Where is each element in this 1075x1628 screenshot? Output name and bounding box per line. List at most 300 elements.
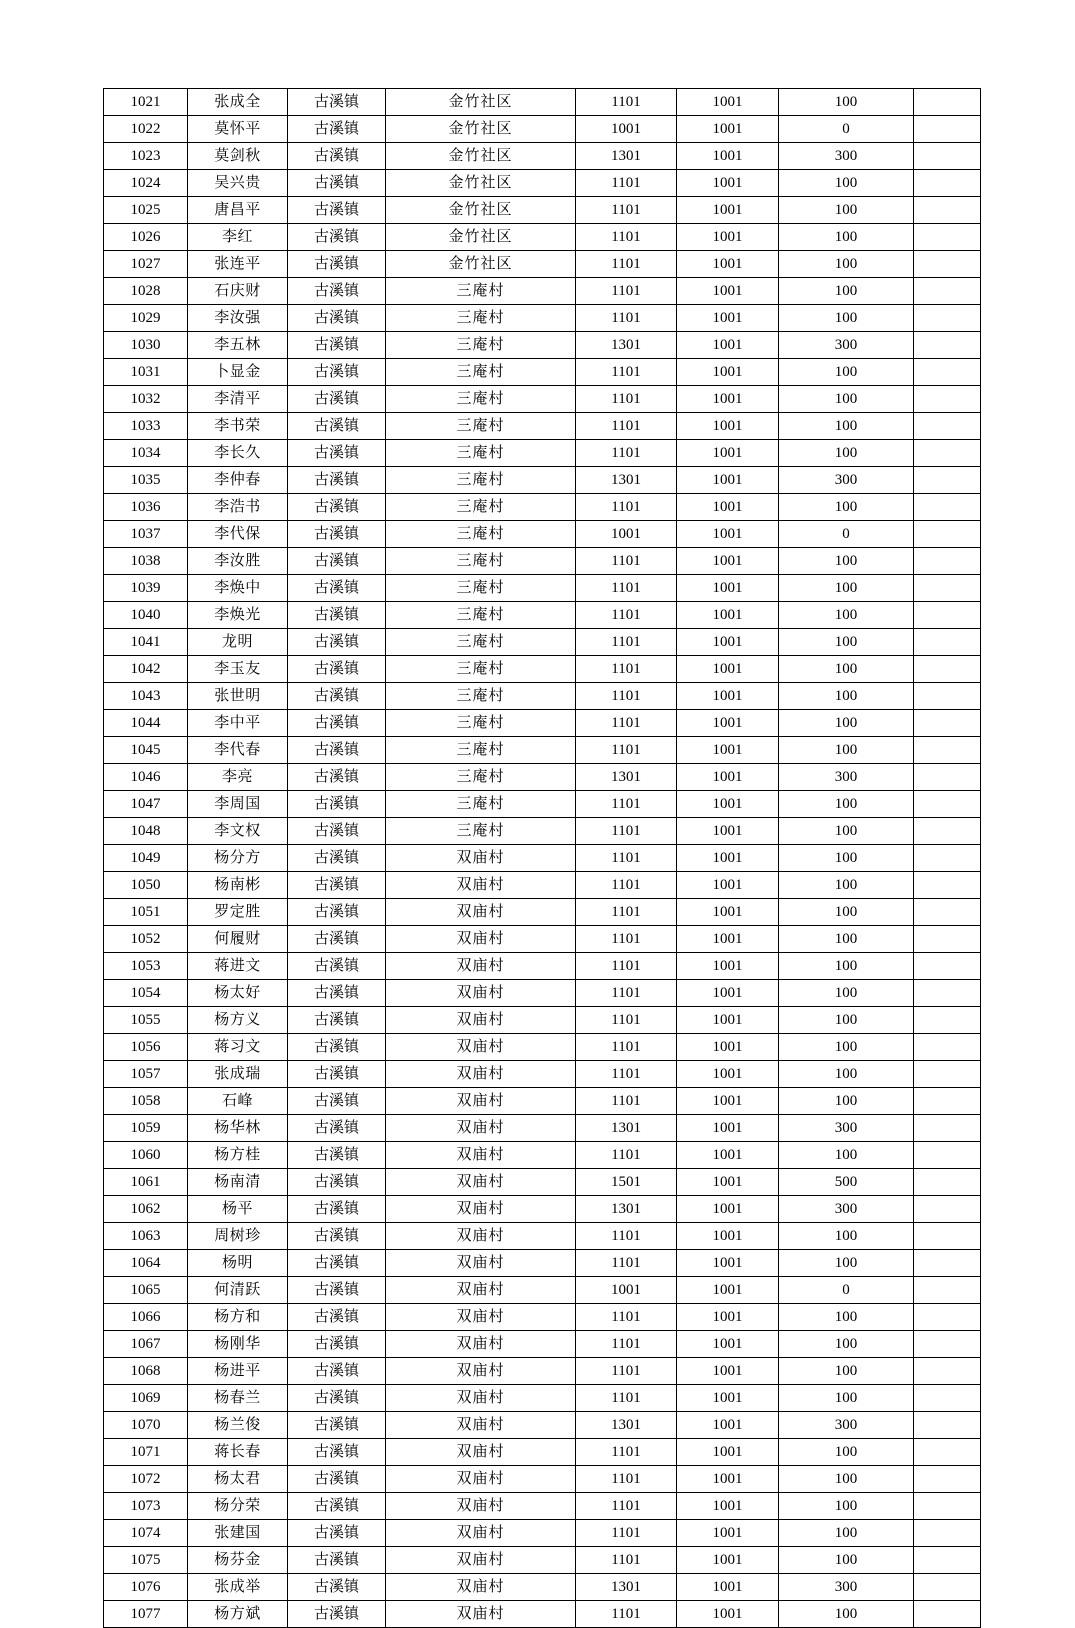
cell-village: 双庙村 bbox=[386, 1412, 576, 1439]
cell-village: 双庙村 bbox=[386, 1142, 576, 1169]
cell-code-1: 1101 bbox=[576, 980, 677, 1007]
cell-village: 三庵村 bbox=[386, 710, 576, 737]
cell-code-2: 1001 bbox=[677, 629, 779, 656]
cell-village: 双庙村 bbox=[386, 1331, 576, 1358]
cell-id: 1049 bbox=[104, 845, 188, 872]
table-row bbox=[104, 1034, 981, 1061]
cell-id: 1031 bbox=[104, 359, 188, 386]
cell-town: 古溪镇 bbox=[288, 1331, 386, 1358]
cell-code-2: 1001 bbox=[677, 1358, 779, 1385]
cell-name: 李红 bbox=[188, 224, 288, 251]
cell-code-2: 1001 bbox=[677, 1520, 779, 1547]
cell-remark bbox=[914, 1331, 981, 1358]
cell-id: 1036 bbox=[104, 494, 188, 521]
cell-id: 1043 bbox=[104, 683, 188, 710]
table-row bbox=[104, 521, 981, 548]
cell-name: 杨春兰 bbox=[188, 1385, 288, 1412]
cell-id: 1071 bbox=[104, 1439, 188, 1466]
cell-code-1: 1101 bbox=[576, 656, 677, 683]
cell-remark bbox=[914, 1601, 981, 1628]
cell-code-2: 1001 bbox=[677, 440, 779, 467]
cell-remark bbox=[914, 764, 981, 791]
cell-remark bbox=[914, 1196, 981, 1223]
cell-code-1: 1101 bbox=[576, 1439, 677, 1466]
cell-town: 古溪镇 bbox=[288, 89, 386, 116]
cell-village: 金竹社区 bbox=[386, 89, 576, 116]
cell-village: 三庵村 bbox=[386, 575, 576, 602]
cell-village: 三庵村 bbox=[386, 683, 576, 710]
cell-village: 三庵村 bbox=[386, 278, 576, 305]
table-row bbox=[104, 440, 981, 467]
cell-remark bbox=[914, 467, 981, 494]
cell-code-2: 1001 bbox=[677, 1601, 779, 1628]
cell-amount: 100 bbox=[779, 251, 914, 278]
cell-id: 1038 bbox=[104, 548, 188, 575]
table-row bbox=[104, 656, 981, 683]
cell-village: 三庵村 bbox=[386, 548, 576, 575]
cell-remark bbox=[914, 575, 981, 602]
cell-town: 古溪镇 bbox=[288, 1007, 386, 1034]
cell-name: 莫怀平 bbox=[188, 116, 288, 143]
cell-code-1: 1101 bbox=[576, 440, 677, 467]
cell-amount: 100 bbox=[779, 1601, 914, 1628]
cell-remark bbox=[914, 1439, 981, 1466]
cell-amount: 100 bbox=[779, 1034, 914, 1061]
cell-village: 双庙村 bbox=[386, 926, 576, 953]
cell-id: 1062 bbox=[104, 1196, 188, 1223]
cell-name: 杨分荣 bbox=[188, 1493, 288, 1520]
cell-village: 双庙村 bbox=[386, 1088, 576, 1115]
cell-village: 三庵村 bbox=[386, 305, 576, 332]
cell-town: 古溪镇 bbox=[288, 1547, 386, 1574]
cell-code-2: 1001 bbox=[677, 197, 779, 224]
cell-town: 古溪镇 bbox=[288, 197, 386, 224]
table-row bbox=[104, 1088, 981, 1115]
cell-id: 1063 bbox=[104, 1223, 188, 1250]
cell-id: 1053 bbox=[104, 953, 188, 980]
cell-town: 古溪镇 bbox=[288, 845, 386, 872]
cell-amount: 100 bbox=[779, 602, 914, 629]
cell-code-1: 1101 bbox=[576, 305, 677, 332]
cell-name: 李玉友 bbox=[188, 656, 288, 683]
cell-name: 李书荣 bbox=[188, 413, 288, 440]
cell-town: 古溪镇 bbox=[288, 1574, 386, 1601]
cell-code-2: 1001 bbox=[677, 1196, 779, 1223]
cell-amount: 100 bbox=[779, 1385, 914, 1412]
cell-amount: 100 bbox=[779, 224, 914, 251]
cell-id: 1066 bbox=[104, 1304, 188, 1331]
cell-id: 1077 bbox=[104, 1601, 188, 1628]
cell-code-1: 1101 bbox=[576, 1061, 677, 1088]
table-row bbox=[104, 467, 981, 494]
cell-name: 杨方义 bbox=[188, 1007, 288, 1034]
cell-town: 古溪镇 bbox=[288, 170, 386, 197]
cell-code-2: 1001 bbox=[677, 1385, 779, 1412]
cell-id: 1047 bbox=[104, 791, 188, 818]
cell-code-2: 1001 bbox=[677, 764, 779, 791]
cell-name: 李汝胜 bbox=[188, 548, 288, 575]
cell-code-2: 1001 bbox=[677, 1223, 779, 1250]
cell-code-1: 1301 bbox=[576, 1412, 677, 1439]
cell-remark bbox=[914, 1493, 981, 1520]
cell-name: 张连平 bbox=[188, 251, 288, 278]
cell-remark bbox=[914, 602, 981, 629]
cell-amount: 100 bbox=[779, 926, 914, 953]
cell-code-2: 1001 bbox=[677, 548, 779, 575]
cell-village: 双庙村 bbox=[386, 1115, 576, 1142]
cell-code-2: 1001 bbox=[677, 1169, 779, 1196]
cell-town: 古溪镇 bbox=[288, 116, 386, 143]
cell-amount: 100 bbox=[779, 845, 914, 872]
table-body bbox=[104, 89, 981, 1628]
cell-name: 杨明 bbox=[188, 1250, 288, 1277]
table-row bbox=[104, 1574, 981, 1601]
cell-village: 三庵村 bbox=[386, 440, 576, 467]
cell-amount: 300 bbox=[779, 1196, 914, 1223]
cell-code-2: 1001 bbox=[677, 1574, 779, 1601]
cell-code-1: 1101 bbox=[576, 872, 677, 899]
cell-remark bbox=[914, 197, 981, 224]
cell-town: 古溪镇 bbox=[288, 143, 386, 170]
cell-amount: 100 bbox=[779, 1331, 914, 1358]
cell-remark bbox=[914, 1304, 981, 1331]
cell-village: 双庙村 bbox=[386, 845, 576, 872]
cell-town: 古溪镇 bbox=[288, 1277, 386, 1304]
table-row bbox=[104, 1331, 981, 1358]
cell-name: 张成全 bbox=[188, 89, 288, 116]
cell-code-1: 1101 bbox=[576, 413, 677, 440]
cell-village: 三庵村 bbox=[386, 359, 576, 386]
cell-remark bbox=[914, 170, 981, 197]
cell-town: 古溪镇 bbox=[288, 710, 386, 737]
cell-code-2: 1001 bbox=[677, 1115, 779, 1142]
cell-village: 金竹社区 bbox=[386, 170, 576, 197]
cell-remark bbox=[914, 116, 981, 143]
table-row bbox=[104, 305, 981, 332]
cell-code-2: 1001 bbox=[677, 224, 779, 251]
cell-id: 1026 bbox=[104, 224, 188, 251]
cell-amount: 100 bbox=[779, 1223, 914, 1250]
cell-id: 1060 bbox=[104, 1142, 188, 1169]
cell-village: 双庙村 bbox=[386, 1007, 576, 1034]
cell-town: 古溪镇 bbox=[288, 791, 386, 818]
cell-village: 双庙村 bbox=[386, 1277, 576, 1304]
cell-id: 1034 bbox=[104, 440, 188, 467]
cell-code-1: 1101 bbox=[576, 926, 677, 953]
table-row bbox=[104, 89, 981, 116]
cell-name: 李五林 bbox=[188, 332, 288, 359]
cell-village: 双庙村 bbox=[386, 1520, 576, 1547]
cell-town: 古溪镇 bbox=[288, 1250, 386, 1277]
cell-village: 三庵村 bbox=[386, 629, 576, 656]
cell-code-1: 1101 bbox=[576, 1520, 677, 1547]
table-row bbox=[104, 251, 981, 278]
cell-code-2: 1001 bbox=[677, 1142, 779, 1169]
cell-remark bbox=[914, 791, 981, 818]
table-row bbox=[104, 1196, 981, 1223]
cell-remark bbox=[914, 1412, 981, 1439]
cell-code-1: 1101 bbox=[576, 89, 677, 116]
cell-town: 古溪镇 bbox=[288, 1439, 386, 1466]
cell-code-2: 1001 bbox=[677, 494, 779, 521]
cell-town: 古溪镇 bbox=[288, 1358, 386, 1385]
cell-town: 古溪镇 bbox=[288, 413, 386, 440]
cell-code-2: 1001 bbox=[677, 1439, 779, 1466]
cell-id: 1023 bbox=[104, 143, 188, 170]
cell-amount: 100 bbox=[779, 1007, 914, 1034]
table-row bbox=[104, 899, 981, 926]
cell-code-2: 1001 bbox=[677, 305, 779, 332]
cell-amount: 100 bbox=[779, 1547, 914, 1574]
cell-amount: 100 bbox=[779, 494, 914, 521]
cell-town: 古溪镇 bbox=[288, 602, 386, 629]
cell-town: 古溪镇 bbox=[288, 332, 386, 359]
cell-id: 1035 bbox=[104, 467, 188, 494]
cell-code-2: 1001 bbox=[677, 359, 779, 386]
cell-remark bbox=[914, 1115, 981, 1142]
cell-id: 1065 bbox=[104, 1277, 188, 1304]
table-row bbox=[104, 1547, 981, 1574]
cell-code-2: 1001 bbox=[677, 737, 779, 764]
cell-town: 古溪镇 bbox=[288, 359, 386, 386]
cell-remark bbox=[914, 1223, 981, 1250]
cell-amount: 100 bbox=[779, 1466, 914, 1493]
cell-name: 李焕光 bbox=[188, 602, 288, 629]
cell-name: 杨进平 bbox=[188, 1358, 288, 1385]
cell-amount: 300 bbox=[779, 332, 914, 359]
cell-code-1: 1001 bbox=[576, 521, 677, 548]
cell-name: 杨刚华 bbox=[188, 1331, 288, 1358]
cell-village: 三庵村 bbox=[386, 737, 576, 764]
cell-code-1: 1101 bbox=[576, 1493, 677, 1520]
table-row bbox=[104, 494, 981, 521]
cell-name: 杨芬金 bbox=[188, 1547, 288, 1574]
cell-amount: 100 bbox=[779, 683, 914, 710]
cell-town: 古溪镇 bbox=[288, 305, 386, 332]
cell-remark bbox=[914, 1142, 981, 1169]
cell-remark bbox=[914, 1466, 981, 1493]
table-row bbox=[104, 170, 981, 197]
cell-town: 古溪镇 bbox=[288, 683, 386, 710]
cell-name: 李浩书 bbox=[188, 494, 288, 521]
cell-amount: 100 bbox=[779, 197, 914, 224]
table-row bbox=[104, 818, 981, 845]
cell-village: 三庵村 bbox=[386, 494, 576, 521]
cell-remark bbox=[914, 251, 981, 278]
cell-id: 1022 bbox=[104, 116, 188, 143]
cell-name: 李长久 bbox=[188, 440, 288, 467]
cell-code-2: 1001 bbox=[677, 899, 779, 926]
cell-remark bbox=[914, 980, 981, 1007]
cell-amount: 100 bbox=[779, 1250, 914, 1277]
table-row bbox=[104, 710, 981, 737]
cell-village: 三庵村 bbox=[386, 791, 576, 818]
cell-remark bbox=[914, 872, 981, 899]
cell-town: 古溪镇 bbox=[288, 1304, 386, 1331]
cell-amount: 300 bbox=[779, 1574, 914, 1601]
cell-id: 1073 bbox=[104, 1493, 188, 1520]
cell-town: 古溪镇 bbox=[288, 818, 386, 845]
cell-village: 金竹社区 bbox=[386, 197, 576, 224]
cell-amount: 100 bbox=[779, 440, 914, 467]
cell-remark bbox=[914, 548, 981, 575]
cell-code-1: 1101 bbox=[576, 710, 677, 737]
cell-name: 李亮 bbox=[188, 764, 288, 791]
cell-code-2: 1001 bbox=[677, 1034, 779, 1061]
cell-village: 双庙村 bbox=[386, 953, 576, 980]
cell-code-2: 1001 bbox=[677, 656, 779, 683]
cell-village: 双庙村 bbox=[386, 1385, 576, 1412]
cell-code-1: 1301 bbox=[576, 1574, 677, 1601]
cell-code-2: 1001 bbox=[677, 818, 779, 845]
cell-town: 古溪镇 bbox=[288, 1115, 386, 1142]
cell-amount: 100 bbox=[779, 1061, 914, 1088]
cell-village: 双庙村 bbox=[386, 1547, 576, 1574]
table-row bbox=[104, 548, 981, 575]
cell-code-2: 1001 bbox=[677, 953, 779, 980]
cell-village: 三庵村 bbox=[386, 386, 576, 413]
cell-code-2: 1001 bbox=[677, 1466, 779, 1493]
cell-id: 1039 bbox=[104, 575, 188, 602]
cell-name: 何履财 bbox=[188, 926, 288, 953]
cell-village: 双庙村 bbox=[386, 899, 576, 926]
cell-town: 古溪镇 bbox=[288, 494, 386, 521]
cell-remark bbox=[914, 1088, 981, 1115]
cell-id: 1069 bbox=[104, 1385, 188, 1412]
cell-code-1: 1101 bbox=[576, 629, 677, 656]
cell-code-1: 1101 bbox=[576, 1007, 677, 1034]
cell-id: 1045 bbox=[104, 737, 188, 764]
cell-code-2: 1001 bbox=[677, 575, 779, 602]
cell-amount: 100 bbox=[779, 575, 914, 602]
cell-id: 1055 bbox=[104, 1007, 188, 1034]
cell-remark bbox=[914, 1169, 981, 1196]
cell-id: 1057 bbox=[104, 1061, 188, 1088]
cell-code-1: 1101 bbox=[576, 1142, 677, 1169]
cell-code-2: 1001 bbox=[677, 1493, 779, 1520]
cell-code-2: 1001 bbox=[677, 980, 779, 1007]
table-row bbox=[104, 791, 981, 818]
cell-code-1: 1101 bbox=[576, 602, 677, 629]
table-row bbox=[104, 1358, 981, 1385]
table-row bbox=[104, 1007, 981, 1034]
cell-name: 李仲春 bbox=[188, 467, 288, 494]
table-row bbox=[104, 1412, 981, 1439]
cell-amount: 100 bbox=[779, 1142, 914, 1169]
cell-code-2: 1001 bbox=[677, 1088, 779, 1115]
cell-village: 双庙村 bbox=[386, 1304, 576, 1331]
table-row bbox=[104, 872, 981, 899]
cell-id: 1032 bbox=[104, 386, 188, 413]
cell-remark bbox=[914, 1034, 981, 1061]
cell-name: 石峰 bbox=[188, 1088, 288, 1115]
cell-town: 古溪镇 bbox=[288, 575, 386, 602]
cell-code-2: 1001 bbox=[677, 1304, 779, 1331]
cell-amount: 100 bbox=[779, 1493, 914, 1520]
subsidy-table bbox=[103, 88, 981, 1628]
table-row bbox=[104, 1142, 981, 1169]
cell-id: 1067 bbox=[104, 1331, 188, 1358]
table-row bbox=[104, 332, 981, 359]
cell-town: 古溪镇 bbox=[288, 1223, 386, 1250]
cell-code-2: 1001 bbox=[677, 926, 779, 953]
cell-id: 1050 bbox=[104, 872, 188, 899]
cell-remark bbox=[914, 440, 981, 467]
cell-amount: 100 bbox=[779, 710, 914, 737]
cell-amount: 300 bbox=[779, 143, 914, 170]
cell-code-1: 1101 bbox=[576, 683, 677, 710]
cell-remark bbox=[914, 494, 981, 521]
cell-remark bbox=[914, 359, 981, 386]
cell-village: 双庙村 bbox=[386, 872, 576, 899]
cell-id: 1021 bbox=[104, 89, 188, 116]
cell-id: 1068 bbox=[104, 1358, 188, 1385]
cell-id: 1041 bbox=[104, 629, 188, 656]
cell-code-2: 1001 bbox=[677, 791, 779, 818]
cell-code-1: 1101 bbox=[576, 224, 677, 251]
cell-village: 双庙村 bbox=[386, 1601, 576, 1628]
cell-name: 张建国 bbox=[188, 1520, 288, 1547]
cell-amount: 100 bbox=[779, 1439, 914, 1466]
cell-remark bbox=[914, 305, 981, 332]
cell-town: 古溪镇 bbox=[288, 1385, 386, 1412]
cell-code-1: 1101 bbox=[576, 197, 677, 224]
cell-id: 1033 bbox=[104, 413, 188, 440]
cell-town: 古溪镇 bbox=[288, 1142, 386, 1169]
cell-remark bbox=[914, 683, 981, 710]
table-row bbox=[104, 1601, 981, 1628]
cell-code-1: 1101 bbox=[576, 1331, 677, 1358]
cell-code-1: 1101 bbox=[576, 251, 677, 278]
cell-town: 古溪镇 bbox=[288, 1520, 386, 1547]
cell-amount: 100 bbox=[779, 818, 914, 845]
cell-id: 1046 bbox=[104, 764, 188, 791]
cell-village: 三庵村 bbox=[386, 764, 576, 791]
cell-remark bbox=[914, 224, 981, 251]
cell-village: 双庙村 bbox=[386, 1493, 576, 1520]
cell-code-1: 1301 bbox=[576, 143, 677, 170]
cell-code-1: 1001 bbox=[576, 116, 677, 143]
cell-id: 1042 bbox=[104, 656, 188, 683]
cell-code-1: 1101 bbox=[576, 1466, 677, 1493]
cell-code-2: 1001 bbox=[677, 467, 779, 494]
cell-id: 1040 bbox=[104, 602, 188, 629]
cell-name: 周树珍 bbox=[188, 1223, 288, 1250]
cell-code-1: 1101 bbox=[576, 953, 677, 980]
cell-code-1: 1101 bbox=[576, 737, 677, 764]
cell-code-1: 1101 bbox=[576, 359, 677, 386]
cell-amount: 100 bbox=[779, 1520, 914, 1547]
cell-code-1: 1101 bbox=[576, 1250, 677, 1277]
cell-code-1: 1301 bbox=[576, 332, 677, 359]
cell-remark bbox=[914, 1061, 981, 1088]
cell-code-1: 1301 bbox=[576, 1115, 677, 1142]
table-row bbox=[104, 683, 981, 710]
cell-name: 杨兰俊 bbox=[188, 1412, 288, 1439]
table-row bbox=[104, 1439, 981, 1466]
cell-code-2: 1001 bbox=[677, 278, 779, 305]
cell-code-1: 1101 bbox=[576, 170, 677, 197]
table-row bbox=[104, 1385, 981, 1412]
cell-code-1: 1301 bbox=[576, 764, 677, 791]
table-row bbox=[104, 1520, 981, 1547]
cell-code-2: 1001 bbox=[677, 1412, 779, 1439]
cell-amount: 0 bbox=[779, 116, 914, 143]
cell-village: 三庵村 bbox=[386, 521, 576, 548]
table-row bbox=[104, 278, 981, 305]
cell-name: 何清跃 bbox=[188, 1277, 288, 1304]
cell-remark bbox=[914, 413, 981, 440]
